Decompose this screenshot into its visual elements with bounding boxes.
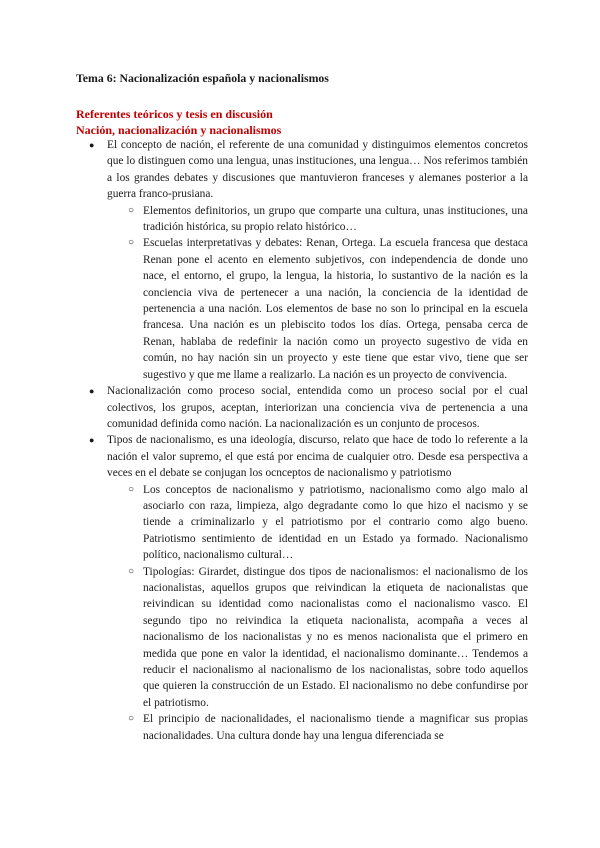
sub-list-item-text: El principio de nacionalidades, el nacionalismo tiende a magnificar sus propias nacionalidades. Una cultura donde hay una lengua diferenciada se (143, 713, 528, 742)
list-item-text: Tipos de nacionalismo, es una ideología, discurso, relato que hace de todo lo referente a la nación el valor supremo, el que está por encima de cualquier otro. Desde esa perspectiva a veces en el debate se conjugan los ocnceptos de nacionalismo y patriotismo (107, 434, 528, 480)
section-heading-nacion: Nación, nacionalización y nacionalismos (76, 123, 282, 137)
section-heading-referentes: Referentes teóricos y tesis en discusión (76, 107, 273, 121)
sub-bullet-icon: ○ (128, 713, 135, 725)
list-item-text: El concepto de nación, el referente de una comunidad y distinguimos elementos concretos que lo distinguen como una lengua, unas instituciones, una lengua… Nos referimos también a los grandes debates y discusiones que mantuvieron franceses y alemanes posterior a la guerra franco-prusiana. (107, 139, 528, 201)
sub-list-item (76, 711, 528, 744)
bullet-icon: ● (89, 435, 95, 446)
sub-bullet-icon: ○ (128, 204, 135, 216)
sub-bullet-icon: ○ (128, 483, 135, 495)
sub-list-item-text: Los conceptos de nacionalismo y patriotismo, nacionalismo como algo malo al asociarlo con raza, limpieza, algo degradante como lo que hizo el nacismo y se tiende a criminalizarlo y el patriotismo por el contrario como algo bueno. Patriotismo sentimiento de identidad en un Estado ya formado. Nacionalismo político, nacionalismo cultural… (143, 483, 528, 562)
bullet-icon: ● (89, 386, 95, 397)
sub-list-item (76, 235, 528, 383)
list-item (76, 137, 528, 203)
sub-list-item-text: Elementos definitorios, un grupo que comparte una cultura, unas instituciones, una tradición histórica, su propio relato histórico… (143, 204, 528, 234)
sub-list-item (76, 203, 528, 236)
sub-list-item (76, 564, 528, 712)
sub-bullet-icon: ○ (128, 565, 135, 577)
list-item (76, 383, 528, 432)
bullet-icon: ● (89, 140, 95, 150)
document-title: Tema 6: Nacionalización española y nacionalismos (76, 71, 329, 85)
sub-list-item-text: Escuelas interpretativas y debates: Renan, Ortega. La escuela francesa que destaca Renan pone el acento en elemento subjetivos, con independencia de donde uno nace, el entorno, el grupo, la lengua, la historia, lo sustantivo de la nación es la conciencia viva de pertenecer a una nación, la conciencia de la identidad de pertenencia a una nación. Los elementos de base no son lo principal en la escuela francesa. Una nación es un plebiscito todos los días. Ortega, pensaba cerca de Renan, hablaba de redefinir la nación como un proyecto sugestivo de vida en común, no hay nación sin un proyecto y este tiene que estar vivo, tiene que ser sugestivo y que me llame a realizarlo. La nación es un proyecto de convivencia. (143, 237, 528, 381)
list-item-text: Nacionalización como proceso social, entendida como un proceso social por el cual colectivos, los grupos, aceptan, interiorizan una conciencia viva de pertenencia a una comunidad definida como nación. La nacionalización es un conjunto de procesos. (107, 385, 528, 430)
sub-list-item-text: Tipologías: Girardet, distingue dos tipos de nacionalismos: el nacionalismo de los nacionalistas, aquellos grupos que reivindican la etiqueta de nacionalistas que reivindican su identidad como nacionalistas como el nacionalismo vasco. El segundo tipo no reivindica la etiqueta nacionalista, acompaña a veces al nacionalismo de los nacionalistas y no es menos nacionalista que el primero en medida que pone en valor la identidad, el nacionalismo dominante… Tendemos a reducir el nacionalismo al nacionalismo de los nacionalistas, sobre todo aquellos que quieren la construcción de un Estado. El nacionalismo no debe confundirse por el patriotismo. (143, 565, 528, 709)
sub-list-item (76, 482, 528, 564)
sub-bullet-icon: ○ (128, 237, 135, 249)
list-item (76, 432, 528, 481)
document-body (76, 137, 528, 744)
